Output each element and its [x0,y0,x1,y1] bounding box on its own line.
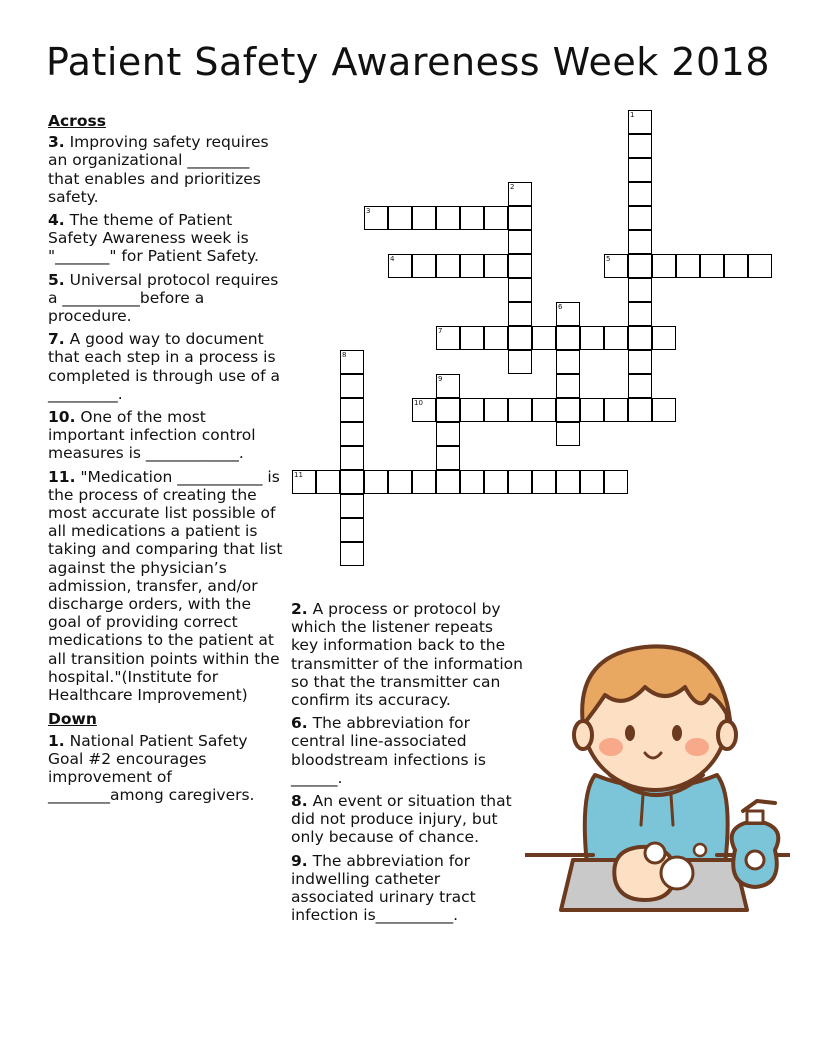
clue-item [48,133,284,206]
crossword-cell[interactable] [388,254,412,278]
crossword-cell[interactable] [436,254,460,278]
crossword-cell[interactable] [340,398,364,422]
crossword-cell[interactable] [436,326,460,350]
clue-item [291,852,523,925]
clue-text: The abbreviation for indwelling catheter associated urinary tract infection is__________. [291,851,476,925]
crossword-cell[interactable] [508,470,532,494]
crossword-cell[interactable] [388,206,412,230]
crossword-cell[interactable] [508,182,532,206]
crossword-cell[interactable] [412,398,436,422]
crossword-cell[interactable] [628,398,652,422]
clue-text: One of the most important infection control measures is ____________. [48,408,256,463]
crossword-cell[interactable] [436,470,460,494]
crossword-cell[interactable] [724,254,748,278]
cell-number: 6 [558,303,563,311]
soap-label-shape [746,851,764,869]
cell-number: 8 [342,351,347,359]
eye-left [625,725,635,741]
clue-text: A good way to document that each step in a process is completed is through use of a _________. [48,330,281,403]
clue-item [291,714,523,787]
crossword-cell[interactable] [556,398,580,422]
cell-number: 7 [438,327,443,335]
crossword-cell[interactable] [484,206,508,230]
crossword-cell[interactable] [436,446,460,470]
crossword-cell[interactable] [508,230,532,254]
clue-number: 8. [291,792,308,811]
clue-text: An event or situation that did not produce injury, but only because of chance. [291,792,512,847]
clue-text: The theme of Patient Safety Awareness week is "_______" for Patient Safety. [48,211,259,266]
crossword-cell[interactable] [628,278,652,302]
clue-item [48,330,284,403]
crossword-cell[interactable] [580,398,604,422]
clue-text: Improving safety requires an organizational ________ that enables and prioritizes safety. [48,133,269,206]
crossword-cell[interactable] [700,254,724,278]
crossword-cell[interactable] [628,302,652,326]
crossword-cell[interactable] [628,254,652,278]
cell-number: 3 [366,207,371,215]
cell-number: 1 [630,111,635,119]
cell-number: 2 [510,183,515,191]
crossword-cell[interactable] [484,470,508,494]
crossword-cell[interactable] [556,422,580,446]
cheek-left [599,738,623,756]
clue-number: 2. [291,600,308,618]
down-heading: Down [48,710,97,729]
crossword-cell[interactable] [340,518,364,542]
crossword-cell[interactable] [628,182,652,206]
crossword-cell[interactable] [628,110,652,134]
crossword-cell[interactable] [436,374,460,398]
crossword-cell[interactable] [484,326,508,350]
crossword-cell[interactable] [652,398,676,422]
crossword-cell[interactable] [484,398,508,422]
crossword-cell[interactable] [628,374,652,398]
crossword-cell[interactable] [508,254,532,278]
clue-number: 6. [291,714,308,733]
crossword-cell[interactable] [340,470,364,494]
clue-number: 3. [48,133,65,152]
page-title: Patient Safety Awareness Week 2018 [45,40,771,84]
crossword-cell[interactable] [436,206,460,230]
crossword-cell[interactable] [340,350,364,374]
clue-item [48,211,284,266]
crossword-cell[interactable] [508,302,532,326]
crossword-cell[interactable] [412,254,436,278]
crossword-cell[interactable] [556,470,580,494]
crossword-cell[interactable] [340,446,364,470]
crossword-cell[interactable] [460,206,484,230]
down-clues-column [291,600,523,929]
eye-right [672,725,682,741]
clue-text: The abbreviation for central line-associated bloodstream infections is ______. [291,714,486,787]
crossword-cell[interactable] [628,230,652,254]
cell-number: 9 [438,375,443,383]
clue-number: 11. [48,467,76,486]
crossword-cell[interactable] [508,206,532,230]
crossword-cell[interactable] [652,326,676,350]
crossword-cell[interactable] [484,254,508,278]
ear-right [718,721,736,749]
crossword-cell[interactable] [460,470,484,494]
crossword-cell[interactable] [628,206,652,230]
cell-number: 4 [390,255,395,263]
crossword-cell[interactable] [508,398,532,422]
clue-number: 4. [48,211,65,230]
clue-text: National Patient Safety Goal #2 encourages improvement of ________among caregivers. [48,731,255,805]
ear-left [574,721,592,749]
crossword-cell[interactable] [556,350,580,374]
crossword-cell[interactable] [556,374,580,398]
foam-bubble-1 [661,857,693,889]
crossword-cell[interactable] [580,326,604,350]
clue-item [48,732,284,805]
across-heading: Across [48,112,106,130]
crossword-cell[interactable] [532,398,556,422]
crossword-cell[interactable] [364,206,388,230]
crossword-cell[interactable] [508,350,532,374]
crossword-cell[interactable] [628,350,652,374]
clue-text: "Medication ___________ is the process of creating the most accurate list possible of all medications a patient is taking and comparing that list against the physician’s admission, transfer, and/or discharge orders, with the goal of providing correct medications to the patient at all transition points within the hospital."(Institute for Healthcare Improvement) [48,467,283,705]
crossword-cell[interactable] [412,470,436,494]
crossword-cell[interactable] [748,254,772,278]
clue-text: A process or protocol by which the listener repeats key information back to the transmitter of the information so that the transmitter can confirm its accuracy. [291,600,523,710]
crossword-cell[interactable] [508,278,532,302]
crossword-cell[interactable] [364,470,388,494]
clue-item [48,271,284,326]
crossword-cell[interactable] [340,374,364,398]
crossword-cell[interactable] [436,398,460,422]
down-clue-list-part1 [48,732,284,805]
clue-item [48,408,284,463]
crossword-cell[interactable] [676,254,700,278]
hood-string-right [671,795,673,825]
clue-number: 1. [48,731,65,750]
crossword-cell[interactable] [292,470,316,494]
cell-number: 11 [294,471,303,479]
crossword-cell[interactable] [388,470,412,494]
clue-item [291,792,523,847]
down-clue-list-part2 [291,600,523,924]
crossword-cell[interactable] [460,254,484,278]
clue-number: 5. [48,270,65,289]
cheek-right [685,738,709,756]
crossword-cell[interactable] [532,470,556,494]
foam-bubble-3 [694,844,706,856]
crossword-cell[interactable] [412,206,436,230]
crossword-cell[interactable] [556,326,580,350]
clue-item [48,468,284,705]
cell-number: 5 [606,255,611,263]
clue-number: 7. [48,330,65,349]
crossword-cell[interactable] [652,254,676,278]
clue-number: 9. [291,851,308,870]
crossword-cell[interactable] [604,254,628,278]
crossword-cell[interactable] [604,470,628,494]
soap-neck-shape [747,811,763,823]
clue-item [291,600,523,709]
crossword-cell[interactable] [340,542,364,566]
foam-bubble-2 [645,843,665,863]
across-clues-column [48,112,284,809]
crossword-cell[interactable] [580,470,604,494]
clue-number: 10. [48,408,76,427]
cell-number: 10 [414,399,423,407]
crossword-cell[interactable] [628,134,652,158]
crossword-cell[interactable] [532,326,556,350]
crossword-cell[interactable] [436,422,460,446]
clue-text: Universal protocol requires a __________before a procedure. [48,270,279,326]
crossword-cell[interactable] [556,302,580,326]
crossword-cell[interactable] [628,326,652,350]
crossword-cell[interactable] [340,494,364,518]
crossword-cell[interactable] [604,326,628,350]
crossword-cell[interactable] [628,158,652,182]
crossword-cell[interactable] [604,398,628,422]
crossword-cell[interactable] [508,326,532,350]
across-clue-list [48,133,284,704]
crossword-cell[interactable] [316,470,340,494]
hood-string-left [641,795,643,825]
crossword-cell[interactable] [460,326,484,350]
crossword-cell[interactable] [340,422,364,446]
crossword-cell[interactable] [460,398,484,422]
child-washing-hands-icon [525,625,790,920]
